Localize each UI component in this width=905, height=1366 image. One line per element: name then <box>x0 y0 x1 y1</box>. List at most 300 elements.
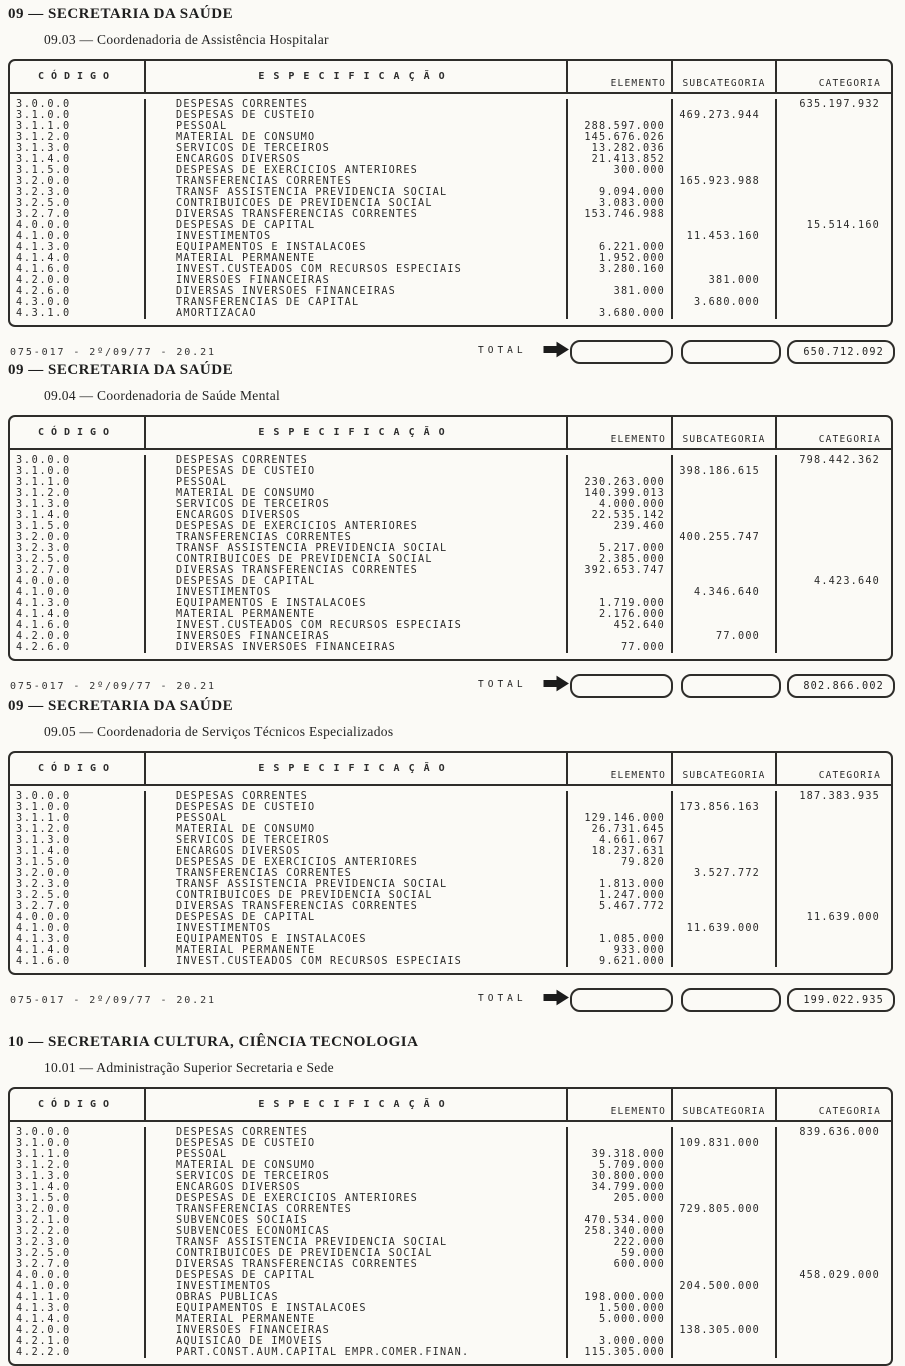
cell-categoria: 4.423.640 <box>813 576 880 587</box>
cell-spec: DESPESAS DE CAPITAL <box>146 1270 568 1281</box>
cell-categoria <box>777 154 891 165</box>
cell-code: 3.0.0.0 <box>10 1127 146 1138</box>
cell-code: 3.1.2.0 <box>10 1160 146 1171</box>
column-header-elemento: ELEMENTO <box>568 417 673 448</box>
cell-subcategoria <box>673 220 777 231</box>
cell-subcategoria <box>673 956 777 967</box>
table-row <box>10 868 891 879</box>
cell-categoria <box>777 879 891 890</box>
column-header-subcategoria: SUBCATEGORIA <box>673 61 777 92</box>
cell-elemento <box>568 220 673 231</box>
cell-spec: DESPESAS DE CAPITAL <box>146 576 568 587</box>
print-stamp: 075-017 - 2º/09/77 - 20.21 <box>10 347 216 358</box>
table-row <box>10 220 891 231</box>
cell-categoria <box>777 1292 891 1303</box>
cell-code: 4.1.4.0 <box>10 609 146 620</box>
cell-spec: DESPESAS DE CUSTEIO <box>146 110 568 121</box>
cell-code: 4.3.0.0 <box>10 297 146 308</box>
cell-spec: DESPESAS DE CAPITAL <box>146 220 568 231</box>
cell-elemento: 1.813.000 <box>568 879 673 890</box>
total-label: TOTAL <box>478 993 527 1004</box>
cell-subcategoria: 4.346.640 <box>673 587 777 598</box>
cell-spec: DIVERSAS TRANSFERENCIAS CORRENTES <box>146 1259 568 1270</box>
cell-elemento <box>568 1127 673 1138</box>
cell-elemento: 230.263.000 <box>568 477 673 488</box>
cell-subcategoria <box>673 154 777 165</box>
column-header-codigo: CÓDIGO <box>10 61 146 92</box>
cell-code: 3.2.5.0 <box>10 554 146 565</box>
column-header-categoria: CATEGORIA <box>818 1106 881 1117</box>
cell-code: 3.2.3.0 <box>10 1237 146 1248</box>
table-row <box>10 510 891 521</box>
cell-categoria <box>777 1182 891 1193</box>
cell-code: 3.0.0.0 <box>10 791 146 802</box>
cell-categoria <box>777 631 891 642</box>
cell-elemento: 145.676.026 <box>568 132 673 143</box>
cell-spec: SUBVENCOES ECONOMICAS <box>146 1226 568 1237</box>
table-row <box>10 912 891 923</box>
cell-code: 3.1.5.0 <box>10 521 146 532</box>
cell-elemento: 300.000 <box>568 165 673 176</box>
section-10-01 <box>0 1034 905 1366</box>
cell-subcategoria <box>673 1182 777 1193</box>
cell-code: 4.1.6.0 <box>10 956 146 967</box>
column-header-subcategoria: SUBCATEGORIA <box>673 417 777 448</box>
cell-code: 4.0.0.0 <box>10 1270 146 1281</box>
cell-categoria <box>777 1215 891 1226</box>
cell-code: 3.2.0.0 <box>10 868 146 879</box>
cell-subcategoria <box>673 890 777 901</box>
cell-categoria: 15.514.160 <box>806 220 880 231</box>
cell-spec: DESPESAS DE EXERCICIOS ANTERIORES <box>146 857 568 868</box>
total-arrow-icon <box>543 341 569 358</box>
cell-spec: TRANSFERENCIAS CORRENTES <box>146 176 568 187</box>
total-box-categoria: 650.712.092 <box>787 340 895 364</box>
column-header-elemento: ELEMENTO <box>568 753 673 784</box>
cell-spec: DESPESAS DE EXERCICIOS ANTERIORES <box>146 1193 568 1204</box>
cell-elemento: 258.340.000 <box>568 1226 673 1237</box>
table-row <box>10 264 891 275</box>
total-box-elemento <box>570 674 673 698</box>
cell-subcategoria <box>673 510 777 521</box>
cell-elemento <box>568 176 673 187</box>
cell-subcategoria <box>673 879 777 890</box>
cell-subcategoria <box>673 132 777 143</box>
cell-spec: DESPESAS CORRENTES <box>146 99 568 110</box>
total-box-categoria: 802.866.002 <box>787 674 895 698</box>
table-row <box>10 1149 891 1160</box>
cell-code: 3.1.1.0 <box>10 813 146 824</box>
table-row <box>10 846 891 857</box>
cell-subcategoria: 77.000 <box>673 631 777 642</box>
subsection-title: 09.03 — Coordenadoria de Assistência Hospitalar <box>44 32 329 47</box>
cell-categoria <box>777 813 891 824</box>
cell-subcategoria: 204.500.000 <box>673 1281 777 1292</box>
cell-elemento: 288.597.000 <box>568 121 673 132</box>
cell-subcategoria <box>673 253 777 264</box>
table-row <box>10 890 891 901</box>
cell-subcategoria <box>673 1336 777 1347</box>
table-row <box>10 308 891 319</box>
cell-elemento: 392.653.747 <box>568 565 673 576</box>
cell-elemento: 30.800.000 <box>568 1171 673 1182</box>
table-row <box>10 466 891 477</box>
table-row <box>10 499 891 510</box>
cell-elemento <box>568 110 673 121</box>
cell-spec: MATERIAL PERMANENTE <box>146 945 568 956</box>
cell-subcategoria <box>673 565 777 576</box>
section-title: 09 — SECRETARIA DA SAÚDE <box>8 698 234 714</box>
cell-elemento: 1.500.000 <box>568 1303 673 1314</box>
cell-subcategoria <box>673 835 777 846</box>
cell-subcategoria: 3.527.772 <box>673 868 777 879</box>
cell-elemento: 1.952.000 <box>568 253 673 264</box>
cell-elemento: 933.000 <box>568 945 673 956</box>
section-09-05 <box>0 698 905 1015</box>
table-row <box>10 1226 891 1237</box>
cell-spec: SERVICOS DE TERCEIROS <box>146 835 568 846</box>
cell-elemento: 239.460 <box>568 521 673 532</box>
cell-subcategoria <box>673 912 777 923</box>
cell-subcategoria <box>673 824 777 835</box>
cell-categoria <box>777 1303 891 1314</box>
cell-elemento: 5.217.000 <box>568 543 673 554</box>
cell-subcategoria: 109.831.000 <box>673 1138 777 1149</box>
table-row <box>10 297 891 308</box>
cell-code: 3.1.2.0 <box>10 488 146 499</box>
cell-subcategoria <box>673 286 777 297</box>
cell-categoria <box>777 824 891 835</box>
cell-subcategoria <box>673 598 777 609</box>
cell-categoria <box>777 1325 891 1336</box>
cell-elemento <box>568 802 673 813</box>
cell-spec: DIVERSAS TRANSFERENCIAS CORRENTES <box>146 565 568 576</box>
cell-categoria <box>777 308 891 319</box>
cell-elemento: 205.000 <box>568 1193 673 1204</box>
cell-categoria <box>777 901 891 912</box>
cell-elemento: 13.282.036 <box>568 143 673 154</box>
cell-code: 3.1.1.0 <box>10 121 146 132</box>
cell-categoria <box>777 253 891 264</box>
column-header-subcategoria: SUBCATEGORIA <box>673 1089 777 1120</box>
cell-subcategoria <box>673 143 777 154</box>
table-row <box>10 1347 891 1358</box>
cell-spec: INVERSOES FINANCEIRAS <box>146 631 568 642</box>
table-row <box>10 1325 891 1336</box>
table-row <box>10 642 891 653</box>
cell-subcategoria <box>673 543 777 554</box>
cell-spec: EQUIPAMENTOS E INSTALACOES <box>146 242 568 253</box>
table-footer <box>0 674 905 701</box>
cell-spec: PESSOAL <box>146 121 568 132</box>
table-body <box>10 786 891 973</box>
cell-categoria <box>777 934 891 945</box>
cell-categoria <box>777 209 891 220</box>
cell-categoria <box>777 176 891 187</box>
cell-elemento: 3.000.000 <box>568 1336 673 1347</box>
column-header-especificacao: ESPECIFICAÇÃO <box>146 1089 568 1120</box>
cell-subcategoria: 11.453.160 <box>673 231 777 242</box>
cell-code: 3.1.4.0 <box>10 154 146 165</box>
column-header-subcategoria: SUBCATEGORIA <box>673 753 777 784</box>
total-box-categoria: 199.022.935 <box>787 988 895 1012</box>
cell-code: 4.1.6.0 <box>10 264 146 275</box>
cell-elemento <box>568 466 673 477</box>
cell-categoria <box>777 1281 891 1292</box>
cell-elemento <box>568 791 673 802</box>
cell-subcategoria <box>673 945 777 956</box>
total-box-subcategoria <box>681 340 781 364</box>
cell-spec: DESPESAS DE EXERCICIOS ANTERIORES <box>146 521 568 532</box>
budget-table <box>8 751 893 975</box>
table-row <box>10 631 891 642</box>
table-row <box>10 521 891 532</box>
cell-spec: INVESTIMENTOS <box>146 231 568 242</box>
table-row <box>10 1127 891 1138</box>
cell-subcategoria <box>673 1259 777 1270</box>
cell-code: 3.2.0.0 <box>10 532 146 543</box>
cell-elemento <box>568 532 673 543</box>
cell-categoria <box>777 187 891 198</box>
table-row <box>10 565 891 576</box>
cell-spec: SERVICOS DE TERCEIROS <box>146 143 568 154</box>
cell-categoria <box>777 642 891 653</box>
total-box-elemento <box>570 340 673 364</box>
cell-subcategoria: 381.000 <box>673 275 777 286</box>
cell-categoria <box>777 121 891 132</box>
cell-code: 3.1.2.0 <box>10 132 146 143</box>
cell-code: 4.1.4.0 <box>10 253 146 264</box>
table-row <box>10 132 891 143</box>
cell-elemento: 9.094.000 <box>568 187 673 198</box>
cell-code: 4.1.0.0 <box>10 587 146 598</box>
cell-elemento: 115.305.000 <box>568 1347 673 1358</box>
cell-spec: INVESTIMENTOS <box>146 1281 568 1292</box>
table-row <box>10 609 891 620</box>
cell-elemento: 129.146.000 <box>568 813 673 824</box>
cell-elemento <box>568 1138 673 1149</box>
table-row <box>10 1160 891 1171</box>
cell-elemento: 1.719.000 <box>568 598 673 609</box>
cell-code: 3.1.4.0 <box>10 510 146 521</box>
cell-subcategoria <box>673 791 777 802</box>
total-label: TOTAL <box>478 345 527 356</box>
cell-spec: TRANSFERENCIAS CORRENTES <box>146 532 568 543</box>
cell-elemento: 22.535.142 <box>568 510 673 521</box>
cell-subcategoria <box>673 488 777 499</box>
cell-spec: PESSOAL <box>146 477 568 488</box>
cell-categoria <box>777 510 891 521</box>
cell-code: 4.1.0.0 <box>10 1281 146 1292</box>
cell-subcategoria <box>673 846 777 857</box>
table-row <box>10 879 891 890</box>
cell-spec: ENCARGOS DIVERSOS <box>146 846 568 857</box>
table-row <box>10 231 891 242</box>
cell-categoria: 458.029.000 <box>799 1270 880 1281</box>
cell-elemento <box>568 1325 673 1336</box>
cell-spec: TRANSF ASSISTENCIA PREVIDENCIA SOCIAL <box>146 187 568 198</box>
cell-categoria <box>777 554 891 565</box>
cell-code: 4.1.3.0 <box>10 934 146 945</box>
table-row <box>10 835 891 846</box>
table-row <box>10 242 891 253</box>
cell-code: 3.1.1.0 <box>10 477 146 488</box>
cell-code: 3.1.3.0 <box>10 499 146 510</box>
total-label: TOTAL <box>478 679 527 690</box>
table-row <box>10 187 891 198</box>
cell-code: 3.1.3.0 <box>10 1171 146 1182</box>
cell-spec: AMORTIZACAO <box>146 308 568 319</box>
column-header-elemento: ELEMENTO <box>568 61 673 92</box>
cell-elemento: 153.746.988 <box>568 209 673 220</box>
cell-categoria <box>777 165 891 176</box>
cell-categoria <box>777 846 891 857</box>
cell-categoria <box>777 275 891 286</box>
cell-elemento <box>568 912 673 923</box>
table-header-row <box>10 1089 891 1122</box>
cell-categoria <box>777 868 891 879</box>
cell-code: 3.2.7.0 <box>10 565 146 576</box>
cell-subcategoria <box>673 99 777 110</box>
cell-elemento: 9.621.000 <box>568 956 673 967</box>
cell-categoria <box>777 466 891 477</box>
cell-code: 4.1.0.0 <box>10 923 146 934</box>
cell-elemento: 452.640 <box>568 620 673 631</box>
table-row <box>10 488 891 499</box>
table-row <box>10 945 891 956</box>
cell-spec: EQUIPAMENTOS E INSTALACOES <box>146 934 568 945</box>
cell-subcategoria <box>673 1347 777 1358</box>
cell-elemento: 4.000.000 <box>568 499 673 510</box>
cell-subcategoria <box>673 1193 777 1204</box>
column-header-especificacao: ESPECIFICAÇÃO <box>146 753 568 784</box>
cell-code: 3.2.3.0 <box>10 543 146 554</box>
cell-spec: CONTRIBUICOES DE PREVIDENCIA SOCIAL <box>146 554 568 565</box>
cell-elemento: 198.000.000 <box>568 1292 673 1303</box>
cell-categoria: 187.383.935 <box>799 791 880 802</box>
cell-code: 3.2.7.0 <box>10 1259 146 1270</box>
table-row <box>10 1259 891 1270</box>
cell-elemento <box>568 99 673 110</box>
column-header-categoria: CATEGORIA <box>818 434 881 445</box>
table-header-row <box>10 61 891 94</box>
cell-categoria <box>777 945 891 956</box>
cell-code: 3.2.0.0 <box>10 176 146 187</box>
cell-code: 4.1.4.0 <box>10 1314 146 1325</box>
cell-code: 4.2.0.0 <box>10 631 146 642</box>
cell-elemento: 3.083.000 <box>568 198 673 209</box>
cell-spec: DESPESAS DE EXERCICIOS ANTERIORES <box>146 165 568 176</box>
cell-elemento: 5.709.000 <box>568 1160 673 1171</box>
subsection-title: 09.04 — Coordenadoria de Saúde Mental <box>44 388 281 403</box>
column-header-codigo: CÓDIGO <box>10 1089 146 1120</box>
cell-elemento: 222.000 <box>568 1237 673 1248</box>
cell-spec: MATERIAL DE CONSUMO <box>146 488 568 499</box>
cell-code: 4.1.3.0 <box>10 598 146 609</box>
cell-categoria <box>777 802 891 813</box>
table-row <box>10 253 891 264</box>
cell-categoria: 11.639.000 <box>806 912 880 923</box>
cell-categoria <box>777 857 891 868</box>
section-title: 09 — SECRETARIA DA SAÚDE <box>8 6 234 22</box>
cell-code: 3.2.0.0 <box>10 1204 146 1215</box>
cell-categoria <box>777 890 891 901</box>
cell-categoria <box>777 1138 891 1149</box>
cell-code: 3.2.3.0 <box>10 879 146 890</box>
cell-elemento: 3.680.000 <box>568 308 673 319</box>
cell-subcategoria <box>673 813 777 824</box>
cell-categoria <box>777 835 891 846</box>
table-row <box>10 1204 891 1215</box>
table-row <box>10 110 891 121</box>
cell-spec: MATERIAL DE CONSUMO <box>146 824 568 835</box>
cell-spec: DIVERSAS TRANSFERENCIAS CORRENTES <box>146 209 568 220</box>
table-row <box>10 455 891 466</box>
cell-spec: INVEST.CUSTEADOS COM RECURSOS ESPECIAIS <box>146 620 568 631</box>
cell-spec: DESPESAS CORRENTES <box>146 791 568 802</box>
cell-spec: MATERIAL PERMANENTE <box>146 253 568 264</box>
cell-categoria <box>777 297 891 308</box>
cell-categoria <box>777 1336 891 1347</box>
cell-code: 3.1.0.0 <box>10 466 146 477</box>
cell-spec: INVEST.CUSTEADOS COM RECURSOS ESPECIAIS <box>146 956 568 967</box>
table-row <box>10 477 891 488</box>
cell-code: 3.1.0.0 <box>10 1138 146 1149</box>
cell-spec: CONTRIBUICOES DE PREVIDENCIA SOCIAL <box>146 1248 568 1259</box>
table-body <box>10 450 891 659</box>
table-row <box>10 1314 891 1325</box>
cell-categoria <box>777 587 891 598</box>
cell-code: 3.1.1.0 <box>10 1149 146 1160</box>
cell-subcategoria: 400.255.747 <box>673 532 777 543</box>
table-row <box>10 598 891 609</box>
cell-elemento <box>568 868 673 879</box>
cell-categoria <box>777 477 891 488</box>
cell-elemento: 140.399.013 <box>568 488 673 499</box>
cell-categoria <box>777 956 891 967</box>
cell-code: 4.1.3.0 <box>10 1303 146 1314</box>
table-row <box>10 99 891 110</box>
cell-spec: DIVERSAS TRANSFERENCIAS CORRENTES <box>146 901 568 912</box>
table-row <box>10 143 891 154</box>
cell-code: 4.2.2.0 <box>10 1347 146 1358</box>
cell-subcategoria <box>673 1171 777 1182</box>
table-body <box>10 94 891 325</box>
cell-spec: DESPESAS DE CUSTEIO <box>146 802 568 813</box>
cell-subcategoria <box>673 499 777 510</box>
cell-categoria <box>777 565 891 576</box>
cell-categoria <box>777 1149 891 1160</box>
cell-subcategoria <box>673 1314 777 1325</box>
cell-subcategoria <box>673 1226 777 1237</box>
cell-spec: OBRAS PUBLICAS <box>146 1292 568 1303</box>
cell-spec: PART.CONST.AUM.CAPITAL EMPR.COMER.FINAN. <box>146 1347 568 1358</box>
cell-elemento: 5.467.772 <box>568 901 673 912</box>
cell-code: 4.1.6.0 <box>10 620 146 631</box>
cell-code: 3.0.0.0 <box>10 455 146 466</box>
cell-categoria <box>777 620 891 631</box>
table-row <box>10 1281 891 1292</box>
cell-subcategoria <box>673 609 777 620</box>
budget-table <box>8 59 893 327</box>
cell-subcategoria <box>673 1149 777 1160</box>
cell-spec: CONTRIBUICOES DE PREVIDENCIA SOCIAL <box>146 890 568 901</box>
cell-categoria <box>777 543 891 554</box>
cell-categoria: 798.442.362 <box>799 455 880 466</box>
table-row <box>10 1248 891 1259</box>
table-row <box>10 1303 891 1314</box>
cell-spec: TRANSFERENCIAS CORRENTES <box>146 868 568 879</box>
